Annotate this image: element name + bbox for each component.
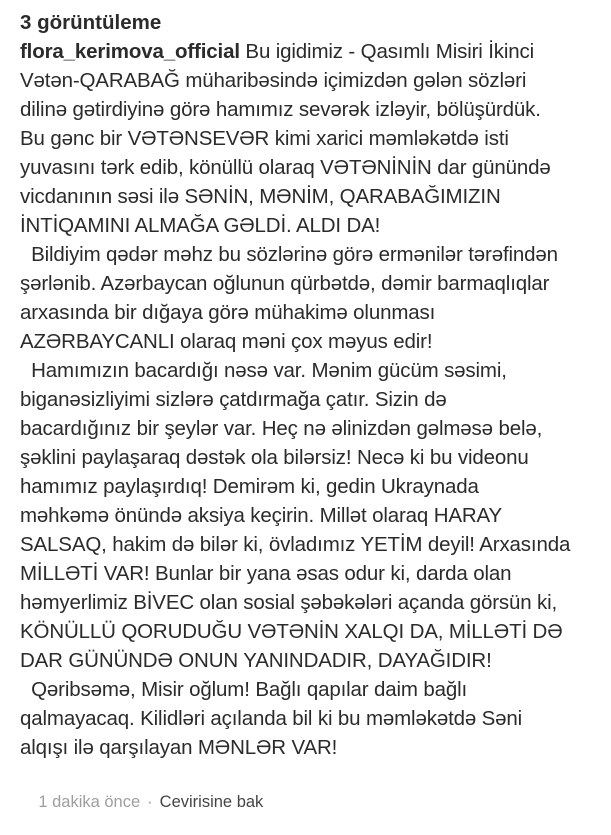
caption-line: bacardığınız bir şeylər var. Heç nə əlinizdən gəlməsə belə, (20, 417, 543, 440)
caption-line: DAR GÜNÜNDƏ ONUN YANINDADIR, DAYAĞIDIR! (20, 649, 492, 672)
dot-separator-icon: · (147, 793, 153, 811)
caption-line: biganəsizliyimi sizlərə çatdırmağa çatır. Sizin də (20, 388, 447, 411)
caption-line: Qəribsəmə, Misir oğlum! Bağlı qapılar daim bağlı (20, 678, 468, 701)
caption-line: KÖNÜLLÜ QORUDUĞU VƏTƏNİN XALQI DA, MİLLƏTİ DƏ (20, 620, 563, 643)
caption-line: vicdanının səsi ilə SƏNİN, MƏNİM, QARABAĞIMIZIN (20, 185, 501, 208)
caption-line: AZƏRBAYCANLI olaraq məni çox məyus edir! (20, 330, 433, 353)
caption-line: məhkəmə önündə aksiya keçirin. Millət olaraq HARAY (20, 504, 503, 527)
caption-line: İNTİQAMINI ALMAĞA GƏLDİ. ALDI DA! (20, 214, 381, 237)
post-caption (20, 37, 597, 762)
caption-line: hamımız paylaşırdıq! Demirəm ki, gedin Ukraynada (20, 475, 479, 498)
views-count[interactable]: 3 görüntüleme (20, 11, 162, 34)
caption-line: şərlənib. Azərbaycan oğlunun qürbətdə, dəmir barmaqlıqlar (20, 272, 550, 295)
post-meta-row (20, 769, 597, 835)
caption-line: SALSAQ, hakim də bilər ki, övladımız YETİM deyil! Arxasında (20, 533, 571, 556)
caption-line: qalmayacaq. Kilidləri açılanda bil ki bu məmləkətdə Səni (20, 707, 523, 730)
timestamp: 1 dakika önce (38, 793, 141, 811)
caption-line: yuvasını tərk edib, könüllü olaraq VƏTƏNİNİN dar günündə (20, 156, 551, 179)
caption-line: Hamımızın bacardığı nəsə var. Mənim gücüm səsimi, (20, 359, 507, 382)
caption-line: Vətən-QARABAĞ müharibəsində içimizdən gələn sözləri (20, 69, 527, 92)
caption-line: dilinə gətirdiyinə görə hamımız sevərək izləyir, bölüşürdük. (20, 98, 541, 121)
caption-line: həmyerlimiz BİVEC olan sosial şəbəkələri açanda görsün ki, (20, 591, 558, 614)
caption-text-after-username: Bu igidimiz - Qasımlı Misiri İkinci (239, 40, 535, 63)
caption-line (20, 37, 597, 66)
username-link[interactable]: flora_kerimova_official (20, 40, 240, 63)
caption-line: Bu gənc bir VƏTƏNSEVƏR kimi xarici məmləkətdə isti (20, 127, 509, 150)
caption-line: arxasında bir dığaya görə mühakimə olunması (20, 301, 436, 324)
caption-line: şəklini paylaşaraq dəstək ola bilərsiz! Necə ki bu videonu (20, 446, 529, 469)
caption-line: alqışı ilə qarşılayan MƏNLƏR VAR! (20, 736, 338, 759)
caption-line: Bildiyim qədər məhz bu sözlərinə görə ermənilər tərəfindən (20, 243, 558, 266)
caption-line: MİLLƏTİ VAR! Bunlar bir yana əsas odur ki, darda olan (20, 562, 512, 585)
see-translation-link[interactable]: Cevirisine bak (159, 793, 264, 811)
